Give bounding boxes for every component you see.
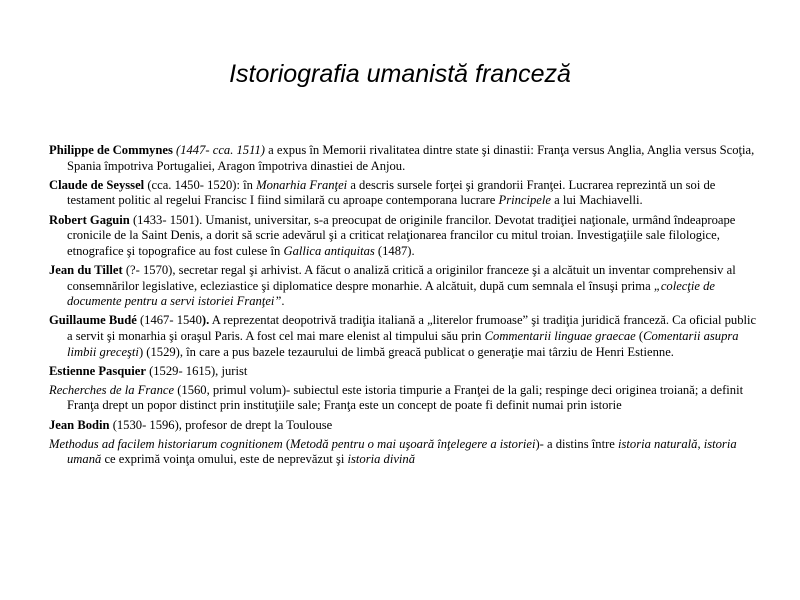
italic-text: Recherches de la France: [49, 382, 175, 397]
text-run: (: [282, 436, 291, 451]
paragraph: [49, 313, 761, 360]
text-run: .: [281, 294, 285, 309]
text-run: ) (1529), în care a pus bazele tezaurului de limbă greacă publicat o generaţie mai târziu de Henri Estienne.: [138, 344, 674, 359]
text-run: (1487).: [374, 243, 415, 258]
paragraph: [49, 143, 761, 174]
text-run: ,: [697, 436, 704, 451]
text-run: a expus în Memorii rivalitatea dintre state şi dinastii: Franţa versus Anglia, Anglia versus Scoţia, Spania împotriva Portugaliei, Aragon împotriva dinastiei de Anjou.: [67, 143, 755, 173]
text-run: (: [635, 328, 644, 343]
text-run: )- a distins între: [535, 436, 618, 451]
italic-text: Methodus ad facilem historiarum cognitionem: [49, 436, 283, 451]
paragraph: [49, 364, 761, 380]
italic-text: Commentarii linguae graecae: [484, 328, 636, 343]
italic-text: istoria umană: [67, 436, 737, 467]
author-name: Estienne Pasquier: [49, 363, 146, 378]
author-name: Guillaume Budé: [49, 313, 137, 328]
text-run: (1560, primul volum)- subiectul este istoria timpurie a Franţei de la gali; respinge deci originea troiană; a definit Franţa drept un popor distinct prin instituţiile sale; Franţa este un concept de poate fi definit numai prin istorie: [67, 382, 744, 413]
text-run: (1433- 1501). Umanist, universitar, s-a preocupat de originile francilor. Devotat tradiţiei naţionale, urmând îndeaproape cronicile de la Saint Denis, a dorit să scrie adevărul şi a criticat relaţionarea francilor cu mitul troian. Investigaţiile sale filologice, etnografice şi topografice au fost culese în: [67, 212, 736, 258]
italic-text: istoria divină: [347, 452, 416, 467]
italic-text: Monarhia Franţei: [256, 177, 348, 192]
author-name: Claude de Seyssel: [49, 177, 145, 192]
paragraph: [49, 263, 761, 310]
paragraph: [49, 213, 761, 260]
author-name: Jean du Tillet: [49, 262, 123, 277]
paragraph: [49, 437, 761, 468]
italic-text: Comentarii asupra limbii greceşti: [67, 328, 739, 359]
text-run: (cca. 1450- 1520): în: [144, 177, 257, 192]
text-run: (1529- 1615), jurist: [145, 363, 248, 378]
paragraph: [49, 418, 761, 434]
author-name: Robert Gaguin: [49, 212, 130, 227]
italic-text: (1447- cca. 1511): [176, 143, 265, 157]
text-run: a descris sursele forţei şi grandorii Franţei. Lucrarea reprezintă un soi de testament politic al regelui Francisc I fiind similară cu aproape contemporana lucrare: [67, 177, 716, 208]
text-run: (1530- 1596), profesor de drept la Toulouse: [109, 417, 333, 432]
author-name: ).: [201, 313, 210, 328]
italic-text: istoria naturală: [618, 436, 698, 451]
text-run: A reprezentat deopotrivă tradiţia italiană a „literelor frumoase” şi tradiţia juridică franceză. Ca oficial public a servit şi monarhia şi oraşul Paris. A fost cel mai mare elenist al timpului său prin: [67, 313, 757, 343]
paragraph: [49, 178, 761, 209]
author-name: Philippe de Commynes: [49, 143, 173, 157]
author-name: Jean Bodin: [49, 417, 110, 432]
text-run: (?- 1570), secretar regal şi arhivist. A făcut o analiză critică a originilor franceze şi a alcătuit un inventar comprehensiv al consemnărilor legislative, ecleziastice şi diplomatice despre monarhie. A alcătuit, după cum semnala el însuşi prima: [67, 262, 736, 293]
italic-text: Gallica antiquitas: [283, 243, 375, 258]
paragraph: [49, 383, 761, 414]
text-run: (1467- 1540: [136, 313, 202, 328]
italic-text: „colecţie de documente pentru a servi istoriei Franţei”: [67, 278, 716, 309]
body-text: [49, 143, 761, 472]
slide-title: Istoriografia umanistă franceză: [229, 60, 571, 88]
text-run: a lui Machiavelli.: [550, 193, 643, 208]
text-run: ce exprimă voinţa omului, este de neprevăzut şi: [101, 452, 348, 467]
italic-text: Principele: [498, 193, 551, 208]
italic-text: Metodă pentru o mai uşoară înţelegere a istoriei: [290, 436, 536, 451]
